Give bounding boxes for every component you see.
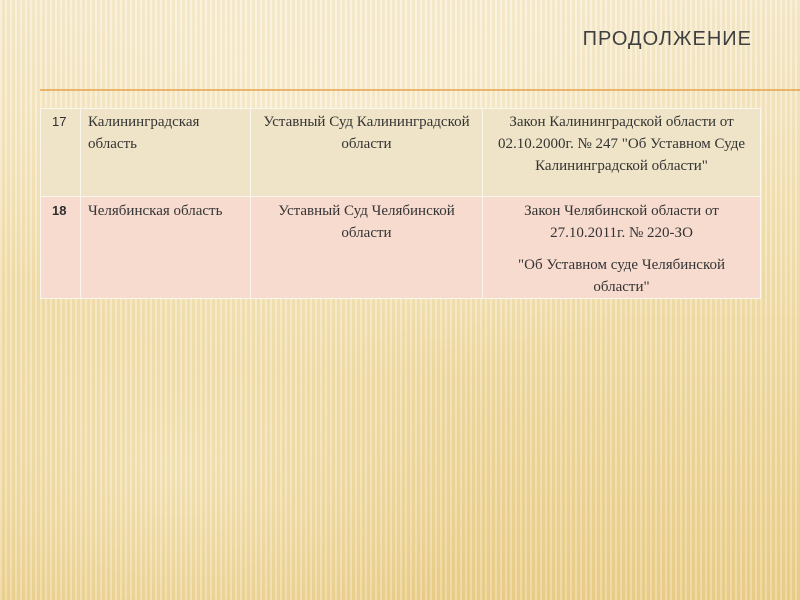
region-name-line: область	[88, 136, 137, 152]
law-text-line: Закон Калининградской области от	[509, 114, 734, 130]
law-text-line: "Об Уставном суде Челябинской	[517, 257, 726, 273]
law-text-line: 02.10.2000г. № 247 "Об Уставном Суде	[497, 136, 746, 152]
row-number-cell	[41, 109, 81, 197]
court-cell	[251, 109, 483, 197]
court-cell	[251, 197, 483, 299]
court-name-line: Уставный Суд Калининградской	[263, 114, 470, 130]
row-number-cell	[41, 197, 81, 299]
court-name-line: Уставный Суд Челябинской	[278, 203, 455, 219]
law-cell	[483, 109, 761, 197]
law-text-line: 27.10.2011г. № 220-ЗО	[550, 225, 693, 241]
region-cell	[81, 109, 251, 197]
row-number: 17	[52, 114, 67, 129]
law-text-line: области"	[593, 279, 650, 295]
law-text-line: Калининградской области"	[535, 158, 708, 174]
region-name-line: Калининградская	[88, 114, 200, 130]
law-cell	[483, 197, 761, 299]
court-name-line: области	[341, 136, 392, 152]
table-row	[41, 197, 761, 299]
table-row	[41, 109, 761, 197]
constitutional-courts-table	[40, 108, 761, 299]
region-cell	[81, 197, 251, 299]
law-text-line: Закон Челябинской области от	[524, 203, 719, 219]
law-paragraph	[489, 200, 754, 244]
region-name-line: Челябинская область	[88, 203, 223, 219]
slide-title: ПРОДОЛЖЕНИЕ	[582, 28, 752, 50]
court-name-line: области	[341, 225, 392, 241]
law-paragraph	[489, 254, 754, 298]
law-paragraph	[489, 111, 754, 177]
row-number: 18	[52, 203, 67, 218]
title-divider	[40, 89, 800, 91]
